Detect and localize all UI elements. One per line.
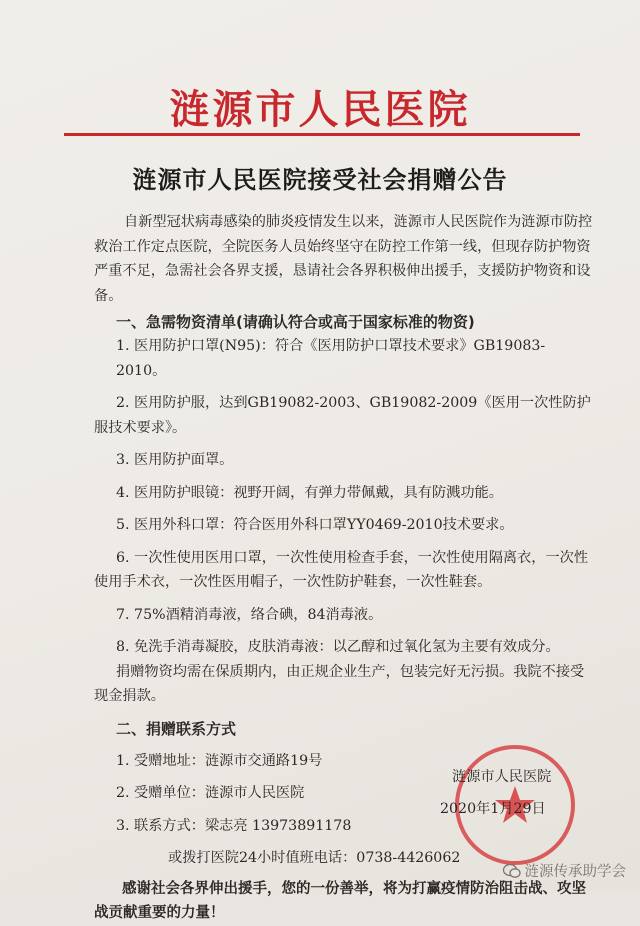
wechat-icon xyxy=(503,863,521,879)
supply-item: 5. 医用外科口罩：符合医用外科口罩YY0469-2010技术要求。 xyxy=(116,517,514,533)
section2-heading: 二、捐赠联系方式 xyxy=(116,719,237,738)
supply-item: 7. 75%酒精消毒液，络合碘，84消毒液。 xyxy=(116,606,383,623)
supply-item: 8. 免洗手消毒凝胶，皮肤消毒液：以乙醇和过氧化氢为主要有效成分。 xyxy=(116,639,560,655)
contact-item: 1. 受赠地址：涟源市交通路19号 xyxy=(116,752,323,769)
hotline-line: 或拨打医院24小时值班电话：0738-4426062 xyxy=(168,850,461,866)
supply-item: 6. 一次性使用医用口罩，一次性使用检查手套，一次性使用隔离衣，一次性使用手术衣，一次性医用帽子，一次性防护鞋套，一次性鞋套。 xyxy=(94,549,589,590)
supply-item: 1. 医用防护口罩(N95)：符合《医用防护口罩技术要求》GB19083-2010。 xyxy=(116,338,546,379)
signature-date: 2020年1月29日 xyxy=(440,801,546,817)
section1-heading: 一、急需物资清单(请确认符合或高于国家标准的物资) xyxy=(116,313,475,331)
watermark-text: 涟源传承助学会 xyxy=(524,864,626,880)
letterhead-red-rule xyxy=(64,133,580,136)
supply-item: 3. 医用防护面罩。 xyxy=(116,452,234,468)
contact-item: 2. 受赠单位：涟源市人民医院 xyxy=(116,785,305,801)
signature-hospital: 涟源市人民医院 xyxy=(452,769,552,785)
contact-item: 3. 联系方式：梁志亮 13973891178 xyxy=(116,817,352,834)
announcement-title: 涟源市人民医院接受社会捐赠公告 xyxy=(132,166,508,194)
supply-item: 2. 医用防护服，达到GB19082-2003、GB19082-2009《医用一次性防护服技术要求》。 xyxy=(94,395,591,436)
thanks-message: 感谢社会各界伸出援手，您的一份善举，将为打赢疫情防治阻击战、攻坚战贡献重要的力量！ xyxy=(94,880,586,921)
wechat-watermark xyxy=(503,860,627,881)
supply-item: 4. 医用防护眼镜：视野开阔，有弹力带佩戴，具有防溅功能。 xyxy=(116,484,503,501)
hospital-letterhead: 涟源市人民医院 xyxy=(169,87,471,133)
donation-note: 捐赠物资均需在保质期内，由正规企业生产，包装完好无污损。我院不接受现金捐款。 xyxy=(94,663,585,704)
intro-paragraph: 自新型冠状病毒感染的肺炎疫情发生以来，涟源市人民医院作为涟源市防控救治工作定点医院，全院医务人员始终坚守在防控工作第一线，但现存防护物资严重不足，急需社会各界支援，恳请社会各界积极伸出援手，支援防护物资和设备。 xyxy=(94,214,593,304)
